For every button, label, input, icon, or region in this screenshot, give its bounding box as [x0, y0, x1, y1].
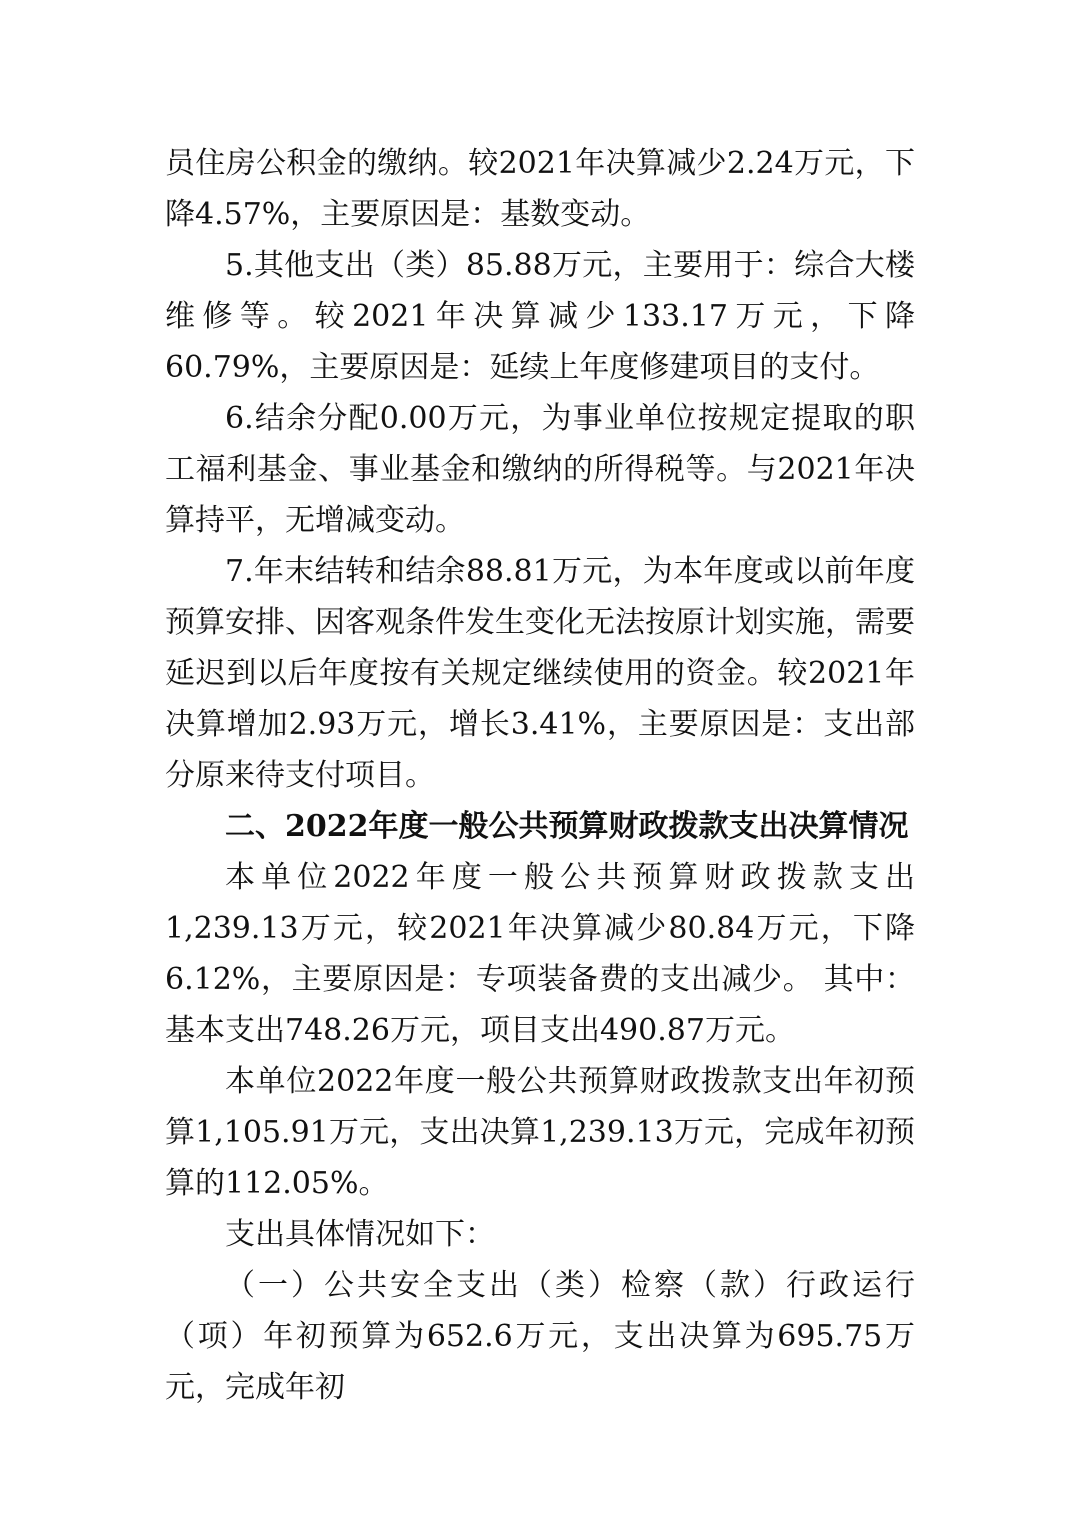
paragraph-surplus-distribution: 6.结余分配0.00万元，为事业单位按规定提取的职工福利基金、事业基金和缴纳的所得税等。与2021年决算持平，无增减变动。	[165, 401, 915, 538]
paragraph-year-end-balance: 7.年末结转和结余88.81万元，为本年度或以前年度预算安排、因客观条件发生变化无法按原计划实施，需要延迟到以后年度按有关规定继续使用的资金。较2021年决算增加2.93万元，增长3.41%，主要原因是：支出部分原来待支付项目。	[165, 554, 915, 793]
section-heading: 二、2022年度一般公共预算财政拨款支出决算情况	[225, 809, 909, 844]
paragraph-details-intro: 支出具体情况如下：	[225, 1217, 495, 1252]
paragraph-public-security: （一）公共安全支出（类）检察（款）行政运行（项）年初预算为652.6万元，支出决算为695.75万元，完成年初	[165, 1268, 915, 1405]
paragraph-other-expenditure: 5.其他支出（类）85.88万元，主要用于：综合大楼维修等。较2021年决算减少133.17万元，下降60.79%，主要原因是：延续上年度修建项目的支付。	[165, 248, 915, 385]
paragraph-housing-fund: 员住房公积金的缴纳。较2021年决算减少2.24万元，下降4.57%，主要原因是：基数变动。	[165, 146, 915, 232]
paragraph-budget-completion: 本单位2022年度一般公共预算财政拨款支出年初预算1,105.91万元，支出决算1,239.13万元，完成年初预算的112.05%。	[165, 1064, 915, 1201]
paragraph-total-expenditure: 本单位2022年度一般公共预算财政拨款支出1,239.13万元，较2021年决算减少80.84万元，下降6.12%，主要原因是：专项装备费的支出减少。 其中：基本支出748.26万元，项目支出490.87万元。	[165, 860, 915, 1048]
document-body	[165, 138, 915, 1413]
